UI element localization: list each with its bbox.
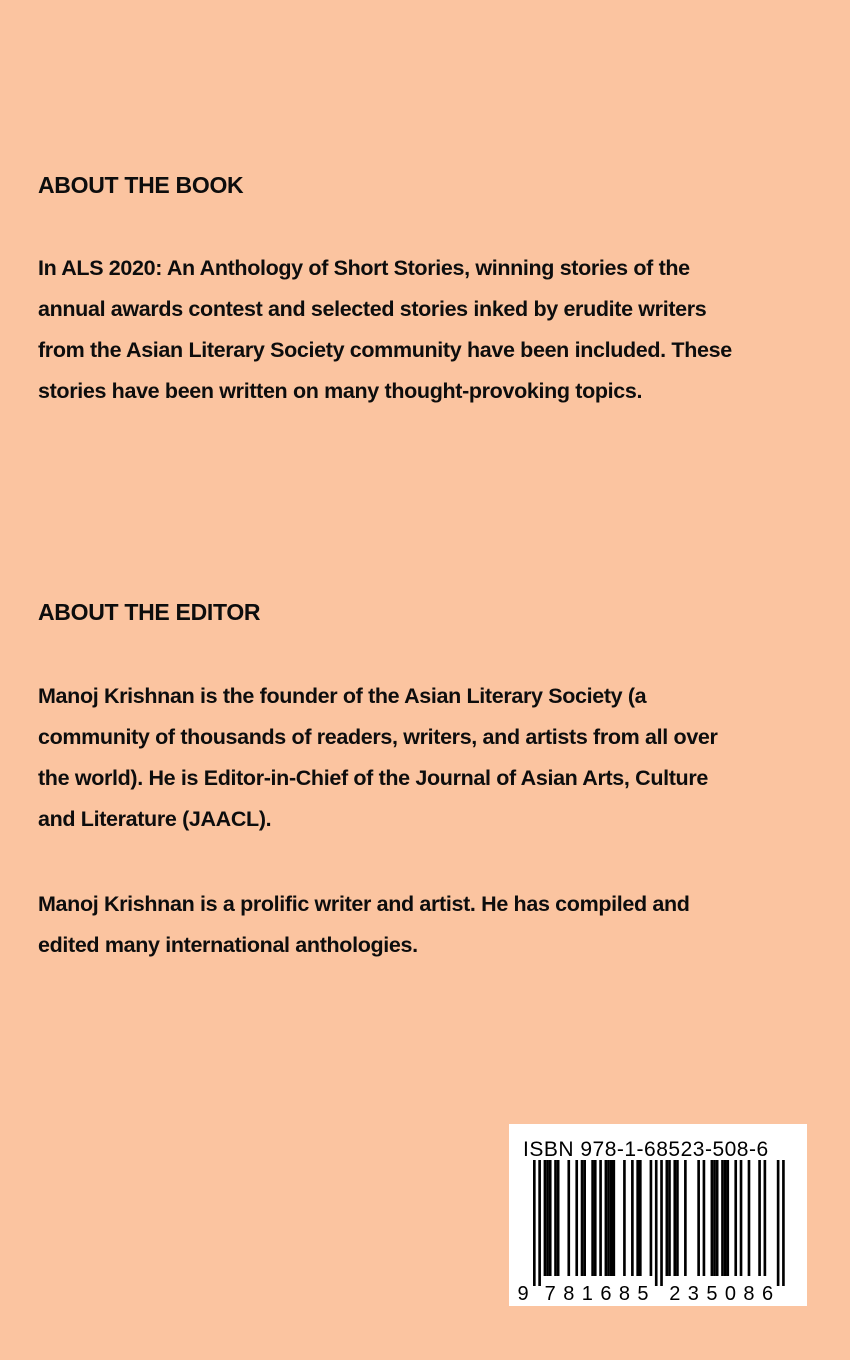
barcode-bar	[581, 1160, 584, 1276]
about-editor-line: edited many international anthologies.	[38, 933, 418, 957]
about-editor-line: the world). He is Editor-in-Chief of the Journal of Asian Arts, Culture	[38, 766, 708, 790]
barcode-bar	[538, 1160, 541, 1286]
barcode-bar	[673, 1160, 676, 1276]
barcode-digit: 7	[544, 1283, 556, 1305]
about-editor-line: community of thousands of readers, writers, and artists from all over	[38, 725, 718, 749]
barcode-bar	[711, 1160, 714, 1276]
barcode-box	[509, 1124, 807, 1306]
barcode-bar	[623, 1160, 626, 1276]
barcode-bar	[726, 1160, 729, 1276]
barcode-digit: 2	[669, 1283, 681, 1305]
barcode-bar	[676, 1160, 679, 1276]
barcode-bar	[655, 1160, 658, 1286]
barcode-bar	[636, 1160, 639, 1276]
about-editor-line: Manoj Krishnan is a prolific writer and artist. He has compiled and	[38, 892, 690, 916]
about-book-line: In ALS 2020: An Anthology of Short Stories, winning stories of the	[38, 256, 690, 280]
about-book-paragraph	[38, 248, 818, 412]
barcode-bar	[748, 1160, 751, 1276]
barcode-bar	[639, 1160, 642, 1276]
barcode-bar	[613, 1160, 616, 1276]
barcode-bar	[703, 1160, 706, 1276]
barcode-digit: 8	[563, 1283, 575, 1305]
barcode-bar	[583, 1160, 586, 1276]
about-book-heading: ABOUT THE BOOK	[38, 172, 244, 198]
barcode-bar	[668, 1160, 671, 1276]
about-editor-heading: ABOUT THE EDITOR	[38, 599, 261, 625]
about-editor-paragraph-1	[38, 676, 818, 840]
barcode-digit: 5	[637, 1283, 649, 1305]
barcode-bar	[544, 1160, 547, 1276]
about-editor-line: Manoj Krishnan is the founder of the Asian Literary Society (a	[38, 684, 647, 708]
barcode-bar	[610, 1160, 613, 1276]
barcode-bar	[631, 1160, 634, 1276]
barcode-bar	[777, 1160, 780, 1286]
barcode-bar	[721, 1160, 724, 1276]
about-book-line: stories have been written on many thought-provoking topics.	[38, 379, 643, 403]
isbn-label: ISBN 978-1-68523-508-6	[523, 1138, 769, 1161]
barcode-bar	[666, 1160, 669, 1276]
barcode-bar	[549, 1160, 552, 1276]
barcode-bar	[567, 1160, 570, 1276]
barcode-bar	[740, 1160, 743, 1276]
barcode-bar	[724, 1160, 727, 1276]
barcode-bar	[650, 1160, 653, 1276]
barcode-bar	[607, 1160, 610, 1276]
barcode-bar	[575, 1160, 578, 1276]
barcode-digit: 9	[517, 1283, 529, 1305]
barcode-bar	[594, 1160, 597, 1276]
barcode-digit: 6	[761, 1283, 774, 1305]
about-editor-paragraph-2	[38, 884, 818, 966]
barcode-digit: 1	[581, 1283, 593, 1305]
about-book-line: annual awards contest and selected stories inked by erudite writers	[38, 297, 707, 321]
about-book-line: from the Asian Literary Society community have been included. These	[38, 338, 732, 362]
about-editor-line: and Literature (JAACL).	[38, 807, 272, 831]
barcode-digit: 8	[743, 1283, 755, 1305]
barcode-bar	[591, 1160, 594, 1276]
barcode-bar	[660, 1160, 663, 1286]
barcode-digit: 5	[706, 1283, 718, 1305]
barcode-bar	[758, 1160, 761, 1276]
barcode-bar	[697, 1160, 700, 1276]
barcode-bar	[764, 1160, 767, 1276]
barcode-digit: 8	[618, 1283, 630, 1305]
barcode-digit: 0	[724, 1283, 736, 1305]
barcode-bar	[734, 1160, 737, 1276]
barcode-bar	[605, 1160, 608, 1276]
barcode-bar	[533, 1160, 536, 1286]
barcode-bar	[557, 1160, 560, 1276]
barcode-digit: 3	[687, 1283, 699, 1305]
barcode-bar	[684, 1160, 687, 1276]
barcode-bar	[546, 1160, 549, 1276]
barcode-bar	[716, 1160, 719, 1276]
barcode-bar	[599, 1160, 602, 1276]
barcode-digit: 6	[600, 1283, 612, 1305]
barcode-bar	[554, 1160, 557, 1276]
barcode-bar	[782, 1160, 785, 1286]
barcode-bar	[713, 1160, 716, 1276]
